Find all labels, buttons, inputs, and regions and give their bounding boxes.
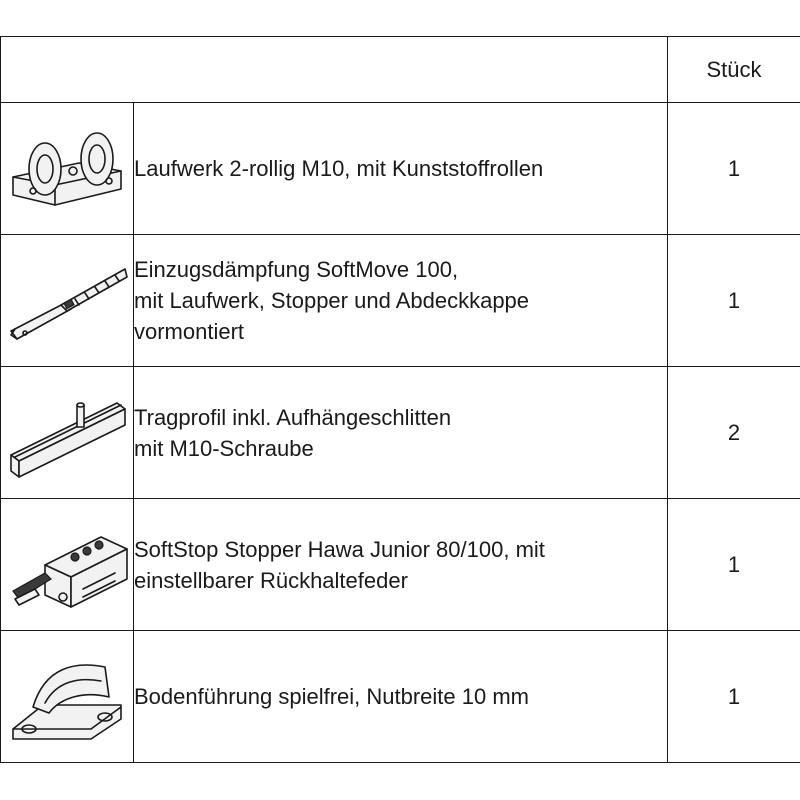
parts-list-table [0, 36, 800, 763]
part-quantity: 1 [668, 631, 800, 763]
softstop-stopper-icon [5, 515, 129, 615]
part-image-cell [1, 631, 134, 763]
roller-carriage-icon [5, 119, 129, 219]
table-row [1, 631, 800, 763]
header-empty-cell [1, 37, 668, 103]
part-image-cell [1, 499, 134, 631]
soft-close-damper-icon [5, 251, 129, 351]
part-quantity: 2 [668, 367, 800, 499]
table-row [1, 235, 800, 367]
table-row [1, 103, 800, 235]
floor-guide-icon [5, 647, 129, 747]
support-profile-icon [5, 383, 129, 483]
part-description: Laufwerk 2-rollig M10, mit Kunststoffrollen [134, 103, 668, 235]
part-quantity: 1 [668, 103, 800, 235]
part-description: SoftStop Stopper Hawa Junior 80/100, mit einstellbarer Rückhaltefeder [134, 499, 668, 631]
part-quantity: 1 [668, 235, 800, 367]
part-quantity: 1 [668, 499, 800, 631]
quantity-header: Stück [668, 37, 800, 103]
table-row [1, 367, 800, 499]
part-image-cell [1, 235, 134, 367]
table-row [1, 499, 800, 631]
part-description: Bodenführung spielfrei, Nutbreite 10 mm [134, 631, 668, 763]
part-description: Einzugsdämpfung SoftMove 100, mit Laufwerk, Stopper und Abdeckkappe vormontiert [134, 235, 668, 367]
part-description: Tragprofil inkl. Aufhängeschlitten mit M10-Schraube [134, 367, 668, 499]
part-image-cell [1, 367, 134, 499]
table-header-row [1, 37, 800, 103]
part-image-cell [1, 103, 134, 235]
